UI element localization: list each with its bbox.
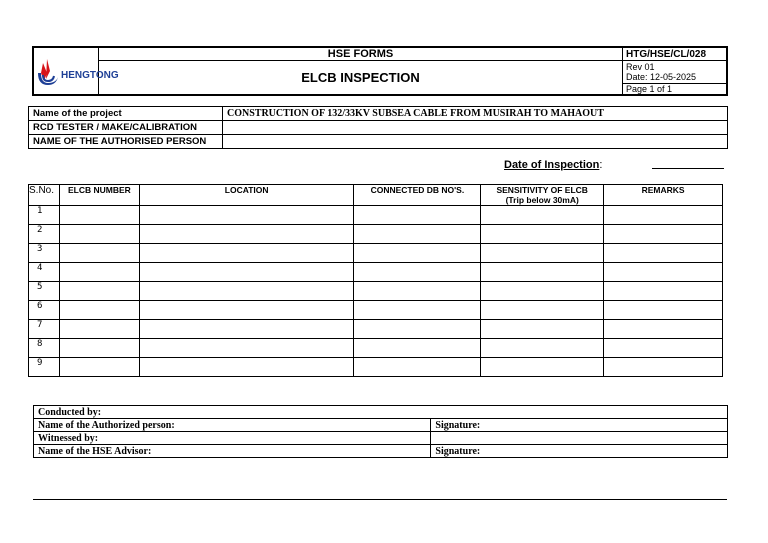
table-row (29, 339, 723, 358)
col-sensitivity (481, 185, 604, 206)
revision: Rev 01 (626, 62, 655, 72)
hengtong-logo-icon (34, 51, 119, 91)
signature-label-2: Signature: (431, 445, 728, 458)
row-number: 1 (29, 206, 60, 225)
sensitivity-cell[interactable] (481, 206, 604, 225)
location-cell[interactable] (139, 244, 354, 263)
row-number: 3 (29, 244, 60, 263)
project-name-label: Name of the project (29, 107, 223, 121)
inspection-date-text: Date of Inspection (504, 159, 600, 171)
row-number: 9 (29, 358, 60, 377)
remarks-cell[interactable] (604, 358, 723, 377)
connected-db-cell[interactable] (354, 301, 481, 320)
connected-db-cell[interactable] (354, 320, 481, 339)
elcb-number-cell[interactable] (59, 206, 139, 225)
witnessed-by-field[interactable] (431, 432, 728, 445)
rcd-tester-field[interactable] (223, 121, 728, 135)
connected-db-cell[interactable] (354, 206, 481, 225)
inspection-date-label (504, 159, 602, 171)
table-row (29, 320, 723, 339)
row-number: 7 (29, 320, 60, 339)
sensitivity-cell[interactable] (481, 244, 604, 263)
connected-db-cell[interactable] (354, 263, 481, 282)
connected-db-cell[interactable] (354, 225, 481, 244)
elcb-number-cell[interactable] (59, 320, 139, 339)
remarks-cell[interactable] (604, 206, 723, 225)
elcb-number-cell[interactable] (59, 339, 139, 358)
remarks-cell[interactable] (604, 301, 723, 320)
page-number: Page 1 of 1 (623, 84, 728, 96)
authorised-person-field[interactable] (223, 135, 728, 149)
elcb-number-cell[interactable] (59, 358, 139, 377)
issue-date: Date: 12-05-2025 (626, 72, 697, 82)
col-remarks: REMARKS (604, 185, 723, 206)
inspection-date-field[interactable] (652, 168, 724, 169)
conducted-by-label: Conducted by: (34, 406, 728, 419)
table-row (29, 263, 723, 282)
row-number: 5 (29, 282, 60, 301)
location-cell[interactable] (139, 282, 354, 301)
sensitivity-cell[interactable] (481, 263, 604, 282)
sensitivity-cell[interactable] (481, 320, 604, 339)
project-name-value: CONSTRUCTION OF 132/33KV SUBSEA CABLE FROM MUSIRAH TO MAHAOUT (223, 107, 728, 121)
inspection-date-colon: : (599, 159, 603, 171)
sensitivity-cell[interactable] (481, 301, 604, 320)
table-row (29, 225, 723, 244)
col-sensitivity-label: SENSITIVITY OF ELCB (496, 185, 588, 195)
location-cell[interactable] (139, 358, 354, 377)
hse-advisor-label: Name of the HSE Advisor: (34, 445, 431, 458)
location-cell[interactable] (139, 339, 354, 358)
authorized-person-label: Name of the Authorized person: (34, 419, 431, 432)
authorised-person-label: NAME OF THE AUTHORISED PERSON (29, 135, 223, 149)
remarks-cell[interactable] (604, 282, 723, 301)
col-connected-db: CONNECTED DB NO'S. (354, 185, 481, 206)
remarks-cell[interactable] (604, 263, 723, 282)
table-row (29, 206, 723, 225)
logo-cell (33, 47, 119, 95)
sensitivity-cell[interactable] (481, 339, 604, 358)
table-row (29, 282, 723, 301)
elcb-number-cell[interactable] (59, 301, 139, 320)
location-cell[interactable] (139, 301, 354, 320)
connected-db-cell[interactable] (354, 339, 481, 358)
signature-label-1: Signature: (431, 419, 728, 432)
col-location: LOCATION (139, 185, 354, 206)
elcb-number-cell[interactable] (59, 263, 139, 282)
elcb-number-cell[interactable] (59, 225, 139, 244)
table-header-row (29, 185, 723, 206)
revision-date-cell (623, 61, 728, 84)
project-info-table (28, 106, 728, 149)
sensitivity-cell[interactable] (481, 225, 604, 244)
footer-rule (33, 499, 727, 500)
connected-db-cell[interactable] (354, 244, 481, 263)
connected-db-cell[interactable] (354, 282, 481, 301)
row-number: 4 (29, 263, 60, 282)
remarks-cell[interactable] (604, 320, 723, 339)
location-cell[interactable] (139, 206, 354, 225)
elcb-number-cell[interactable] (59, 282, 139, 301)
sensitivity-cell[interactable] (481, 358, 604, 377)
col-sno: S.No. (29, 185, 60, 206)
location-cell[interactable] (139, 320, 354, 339)
elcb-inspection-table (28, 184, 723, 377)
location-cell[interactable] (139, 263, 354, 282)
witnessed-by-label: Witnessed by: (34, 432, 431, 445)
logo-wordmark: HENGTONG (61, 70, 119, 81)
row-number: 2 (29, 225, 60, 244)
col-sensitivity-note: (Trip below 30mA) (505, 195, 579, 205)
row-number: 6 (29, 301, 60, 320)
remarks-cell[interactable] (604, 244, 723, 263)
location-cell[interactable] (139, 225, 354, 244)
remarks-cell[interactable] (604, 225, 723, 244)
elcb-number-cell[interactable] (59, 244, 139, 263)
table-row (29, 301, 723, 320)
form-group-label: HSE FORMS (99, 47, 623, 61)
hengtong-logo (34, 48, 119, 94)
document-code: HTG/HSE/CL/028 (623, 47, 728, 61)
rcd-tester-label: RCD TESTER / MAKE/CALIBRATION (29, 121, 223, 135)
table-row (29, 358, 723, 377)
form-header (32, 46, 728, 96)
signoff-table (33, 405, 728, 458)
col-elcb-number: ELCB NUMBER (59, 185, 139, 206)
connected-db-cell[interactable] (354, 358, 481, 377)
row-number: 8 (29, 339, 60, 358)
form-title: ELCB INSPECTION (99, 61, 623, 96)
sensitivity-cell[interactable] (481, 282, 604, 301)
remarks-cell[interactable] (604, 339, 723, 358)
table-row (29, 244, 723, 263)
